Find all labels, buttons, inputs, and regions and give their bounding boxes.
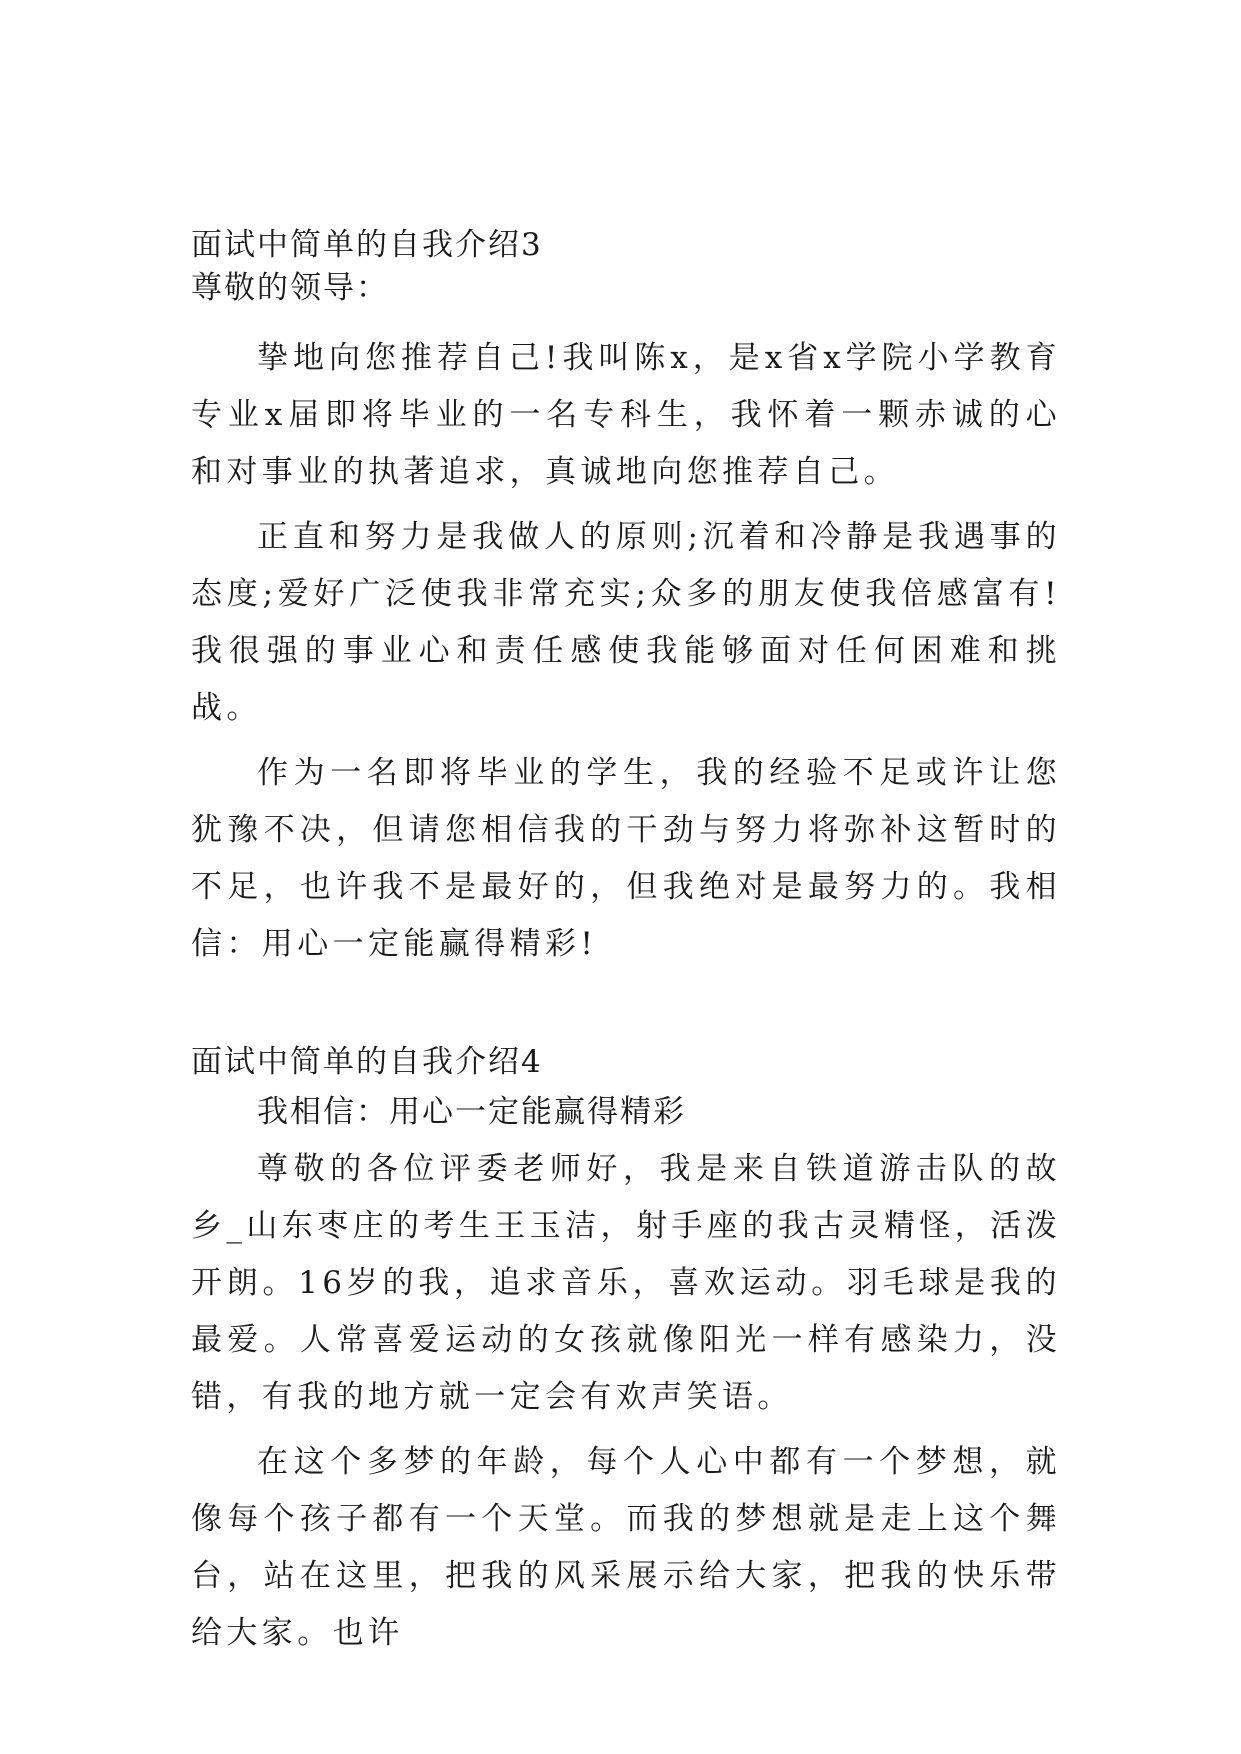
section-3-paragraph-1: 挚地向您推荐自己!我叫陈x，是x省x学院小学教育专业x届即将毕业的一名专科生，我怀着一颗赤诚的心和对事业的执著追求，真诚地向您推荐自己。 (191, 340, 1061, 490)
document-body (191, 224, 1061, 1670)
salutation: 尊敬的领导： (191, 270, 389, 306)
section-4-subtitle: 我相信：用心一定能赢得精彩 (257, 1094, 686, 1130)
section-3-paragraph-3: 作为一名即将毕业的学生，我的经验不足或许让您犹豫不决，但请您相信我的干劲与努力将弥补这暂时的不足，也许我不是最好的，但我绝对是最努力的。我相信：用心一定能赢得精彩! (191, 755, 1061, 962)
section-4-paragraph-2: 在这个多梦的年龄，每个人心中都有一个梦想，就像每个孩子都有一个天堂。而我的梦想就是走上这个舞台，站在这里，把我的风采展示给大家，把我的快乐带给大家。也许 (191, 1444, 1061, 1651)
section-4-title: 面试中简单的自我介绍4 (191, 1044, 543, 1080)
section-4-paragraph-1: 尊敬的各位评委老师好，我是来自铁道游击队的故乡_山东枣庄的考生王玉洁，射手座的我古灵精怪，活泼开朗。16岁的我，追求音乐，喜欢运动。羽毛球是我的最爱。人常喜爱运动的女孩就像阳光一样有感染力，没错，有我的地方就一定会有欢声笑语。 (191, 1151, 1061, 1415)
section-3-paragraph-2: 正直和努力是我做人的原则;沉着和冷静是我遇事的态度;爱好广泛使我非常充实;众多的朋友使我倍感富有!我很强的事业心和责任感使我能够面对任何困难和挑战。 (191, 519, 1061, 726)
section-3-title: 面试中简单的自我介绍3 (191, 227, 543, 263)
section-spacer (191, 981, 1061, 1041)
